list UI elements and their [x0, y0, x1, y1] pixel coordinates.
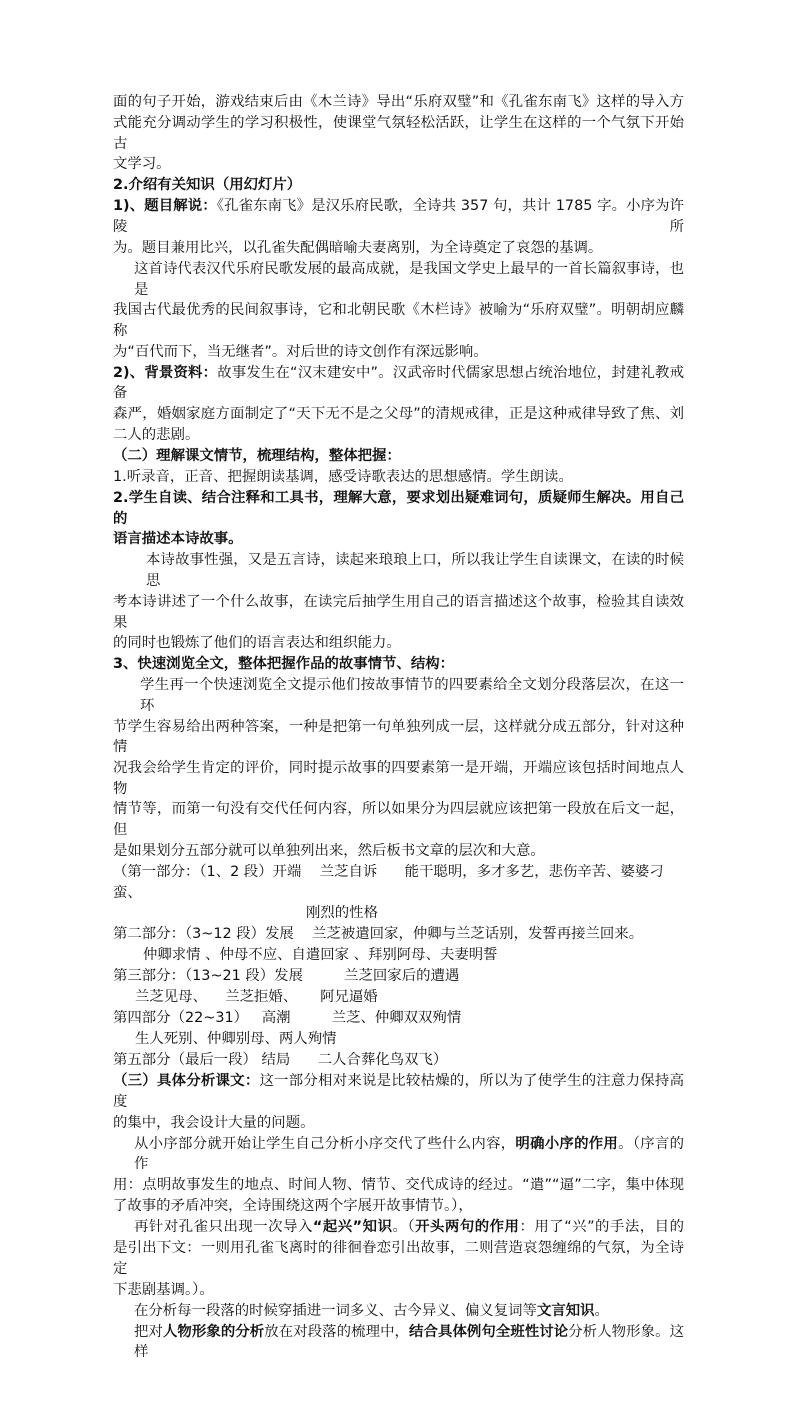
text: 节学生容易给出两种答案，一种是把第一句单独列成一层，这样就分成五部分，针对这种情 — [113, 718, 684, 756]
text: 文学习。 — [113, 156, 171, 173]
bold-text: 明确小序的作用 — [515, 1135, 619, 1152]
text-line — [113, 1050, 684, 1071]
text: 。（ — [392, 1219, 416, 1236]
text: ：用了“兴”的手法，目的 — [519, 1219, 684, 1236]
text: 况我会给学生肯定的评价，同时提示故事的四要素第一是开端，开端应该包括时间地点人物 — [113, 760, 684, 797]
bold-text: “起兴”知识 — [312, 1219, 393, 1236]
text-line — [113, 238, 684, 259]
text: 二人的悲剧。 — [113, 427, 200, 444]
text-line — [113, 1113, 684, 1134]
text-line — [113, 841, 684, 862]
text-line — [113, 1071, 684, 1112]
bold-text: 人物形象的分析 — [162, 1323, 265, 1340]
text: 学生再一个快速浏览全文提示他们按故事情节的四要素给全文划分段落层次，在这一环 — [140, 677, 684, 714]
text: 刚烈的性格 — [306, 905, 378, 922]
text: 放在对段落的梳理中， — [264, 1323, 410, 1340]
text: 。（序言的作 — [134, 1135, 684, 1173]
text: 在分析每一段落的时候穿插进一词多义、古今异义、偏义复词等 — [134, 1302, 537, 1319]
text-line — [113, 175, 684, 196]
text: （第一部分：（1、2 段）开端 兰芝自诉 能干聪明，多才多艺，悲伤辛苦、婆婆刁蛮、 — [113, 863, 664, 901]
text: 为。题目兼用比兴，以孔雀失配偶暗喻夫妻离别，为全诗奠定了哀怨的基调。 — [113, 239, 603, 256]
text: 把对 — [134, 1323, 163, 1340]
text-line — [113, 966, 684, 987]
bold-text: 结合具体例句全班性讨论 — [409, 1323, 569, 1340]
text: 《孔雀东南飞》是汉乐府民歌，全诗共 357 句，共计 1785 字。小序为许陵所 — [113, 198, 684, 236]
bold-text: 1)、题目解说： — [113, 198, 217, 215]
text-line — [306, 903, 684, 924]
text: 第三部分：（13~21 段）发展 兰芝回家后的遭遇 — [113, 968, 460, 985]
text: 故事发生在“汉末建安中”。汉武帝时代儒家思想占统治地位，封建礼教戒备 — [113, 364, 684, 402]
text-line — [113, 529, 684, 550]
text: 分析人物形象。这样 — [134, 1323, 684, 1361]
text: 了故事的矛盾冲突，全诗围绕这两个字展开故事情节。）， — [113, 1198, 473, 1215]
text: 我国古代最优秀的民间叙事诗，它和北朝民歌《木栏诗》被喻为“乐府双璧”。明朝胡应麟称 — [113, 302, 684, 339]
text-line — [135, 987, 684, 1008]
text-line — [113, 404, 684, 425]
text: 的同时也锻炼了他们的语言表达和组织能力。 — [113, 635, 401, 652]
text-line — [135, 1029, 684, 1050]
bold-text: 2.学生自读、结合注释和工具书，理解大意，要求划出疑难词句，质疑师生解决。用自己的 — [113, 490, 684, 527]
bold-text: 2)、背景资料： — [113, 364, 218, 381]
text-line — [143, 945, 684, 966]
bold-text: 语言描述本诗故事。 — [113, 531, 243, 548]
bold-text: 2.介绍有关知识（用幻灯片） — [113, 177, 302, 194]
text-line — [113, 300, 684, 341]
text-line — [113, 92, 684, 113]
text: 为“百代而下，当无继者”。对后世的诗文创作有深远影响。 — [113, 343, 488, 360]
text: 再针对孔雀只出现一次导入 — [134, 1219, 313, 1236]
text: 。 — [594, 1302, 609, 1319]
text: 本诗故事性强，又是五言诗，读起来琅琅上口，所以我让学生自读课文，在读的时候思 — [146, 552, 684, 590]
text: 第四部分（22~31） 高潮 兰芝、仲卿双双殉情 — [113, 1010, 462, 1027]
text-line — [113, 924, 684, 945]
bold-text: 文言知识 — [536, 1302, 595, 1319]
text: 是如果划分五部分就可以单独列出来，然后板书文章的层次和大意。 — [113, 842, 545, 859]
text: 1.听录音，正音、把握朗读基调，感受诗歌表达的思想感情。学生朗读。 — [113, 469, 573, 486]
text-line — [113, 654, 684, 675]
text: 从小序部分就开始让学生自己分析小序交代了些什么内容， — [134, 1135, 516, 1152]
text-line — [113, 488, 684, 529]
text-line — [113, 1008, 684, 1029]
text-line — [134, 1134, 684, 1175]
text-line — [113, 633, 684, 654]
text: 第五部分（最后一段） 结局 二人合葬化鸟双飞） — [113, 1052, 448, 1069]
text-line — [134, 259, 684, 300]
text-line — [113, 862, 684, 903]
text: 森严，婚姻家庭方面制定了“天下无不是之父母”的清规戒律，正是这种戒律导致了焦、刘 — [113, 406, 684, 423]
text-line — [134, 1301, 684, 1322]
bold-text: 开头两句的作用 — [415, 1219, 520, 1236]
text: 用：点明故事发生的地点、时间人物、情节、交代成诗的经过。“遣”“逼”二字，集中体现 — [113, 1177, 684, 1194]
bold-text: （三）具体分析课文： — [113, 1073, 260, 1090]
text: 第二部分：（3~12 段）发展 兰芝被遣回家，仲卿与兰芝话别，发誓再接兰回来。 — [113, 926, 644, 943]
text: 考本诗讲述了一个什么故事，在读完后抽学生用自己的语言描述这个故事，检验其自读效果 — [113, 593, 684, 631]
text: 情节等，而第一句没有交代任何内容，所以如果分为四层就应该把第一段放在后文一起，但 — [113, 801, 684, 839]
text-line — [113, 799, 684, 840]
text-line — [113, 196, 684, 237]
text-line — [140, 675, 684, 716]
text-line — [113, 717, 684, 758]
text-line — [113, 446, 684, 467]
bold-text: （二）理解课文情节，梳理结构，整体把握： — [113, 448, 401, 465]
text: 下悲剧基调。）。 — [113, 1281, 214, 1298]
text: 生人死别、仲卿别母、两人殉情 — [135, 1031, 337, 1048]
bold-text: 3、快速浏览全文，整体把握作品的故事情节、结构： — [113, 656, 454, 673]
text: 兰芝见母、 兰芝拒婚、 阿兄逼婚 — [135, 989, 378, 1006]
text: 这首诗代表汉代乐府民歌发展的最高成就，是我国文学史上最早的一首长篇叙事诗，也是 — [134, 260, 684, 298]
text-line — [113, 113, 684, 154]
text-line — [113, 363, 684, 404]
text: 式能充分调动学生的学习积极性，使课堂气氛轻松活跃，让学生在这样的一个气氛下开始古 — [113, 115, 684, 152]
text-line — [113, 1238, 684, 1279]
text-line — [113, 425, 684, 446]
text-line — [134, 1322, 684, 1363]
text: 的集中，我会设计大量的问题。 — [113, 1114, 315, 1131]
text-line — [113, 1280, 684, 1301]
text: 这一部分相对来说是比较枯燥的，所以为了使学生的注意力保持高度 — [113, 1073, 684, 1110]
text-line — [113, 758, 684, 799]
text: 是引出下文：一则用孔雀飞离时的徘徊眷恋引出故事，二则营造哀怨缠绵的气氛，为全诗定 — [113, 1240, 684, 1277]
text-line — [113, 342, 684, 363]
text-line — [134, 1217, 684, 1238]
text-line — [113, 1175, 684, 1196]
text-line — [113, 592, 684, 633]
text-line — [146, 550, 684, 591]
text-line — [113, 467, 684, 488]
text: 仲卿求情 、仲母不应、自遣回家 、拜别阿母、夫妻明誓 — [143, 947, 498, 964]
text-line — [113, 154, 684, 175]
text-line — [113, 1196, 684, 1217]
text: 面的句子开始，游戏结束后由《木兰诗》导出“乐府双璧”和《孔雀东南飞》这样的导入方 — [113, 94, 684, 110]
